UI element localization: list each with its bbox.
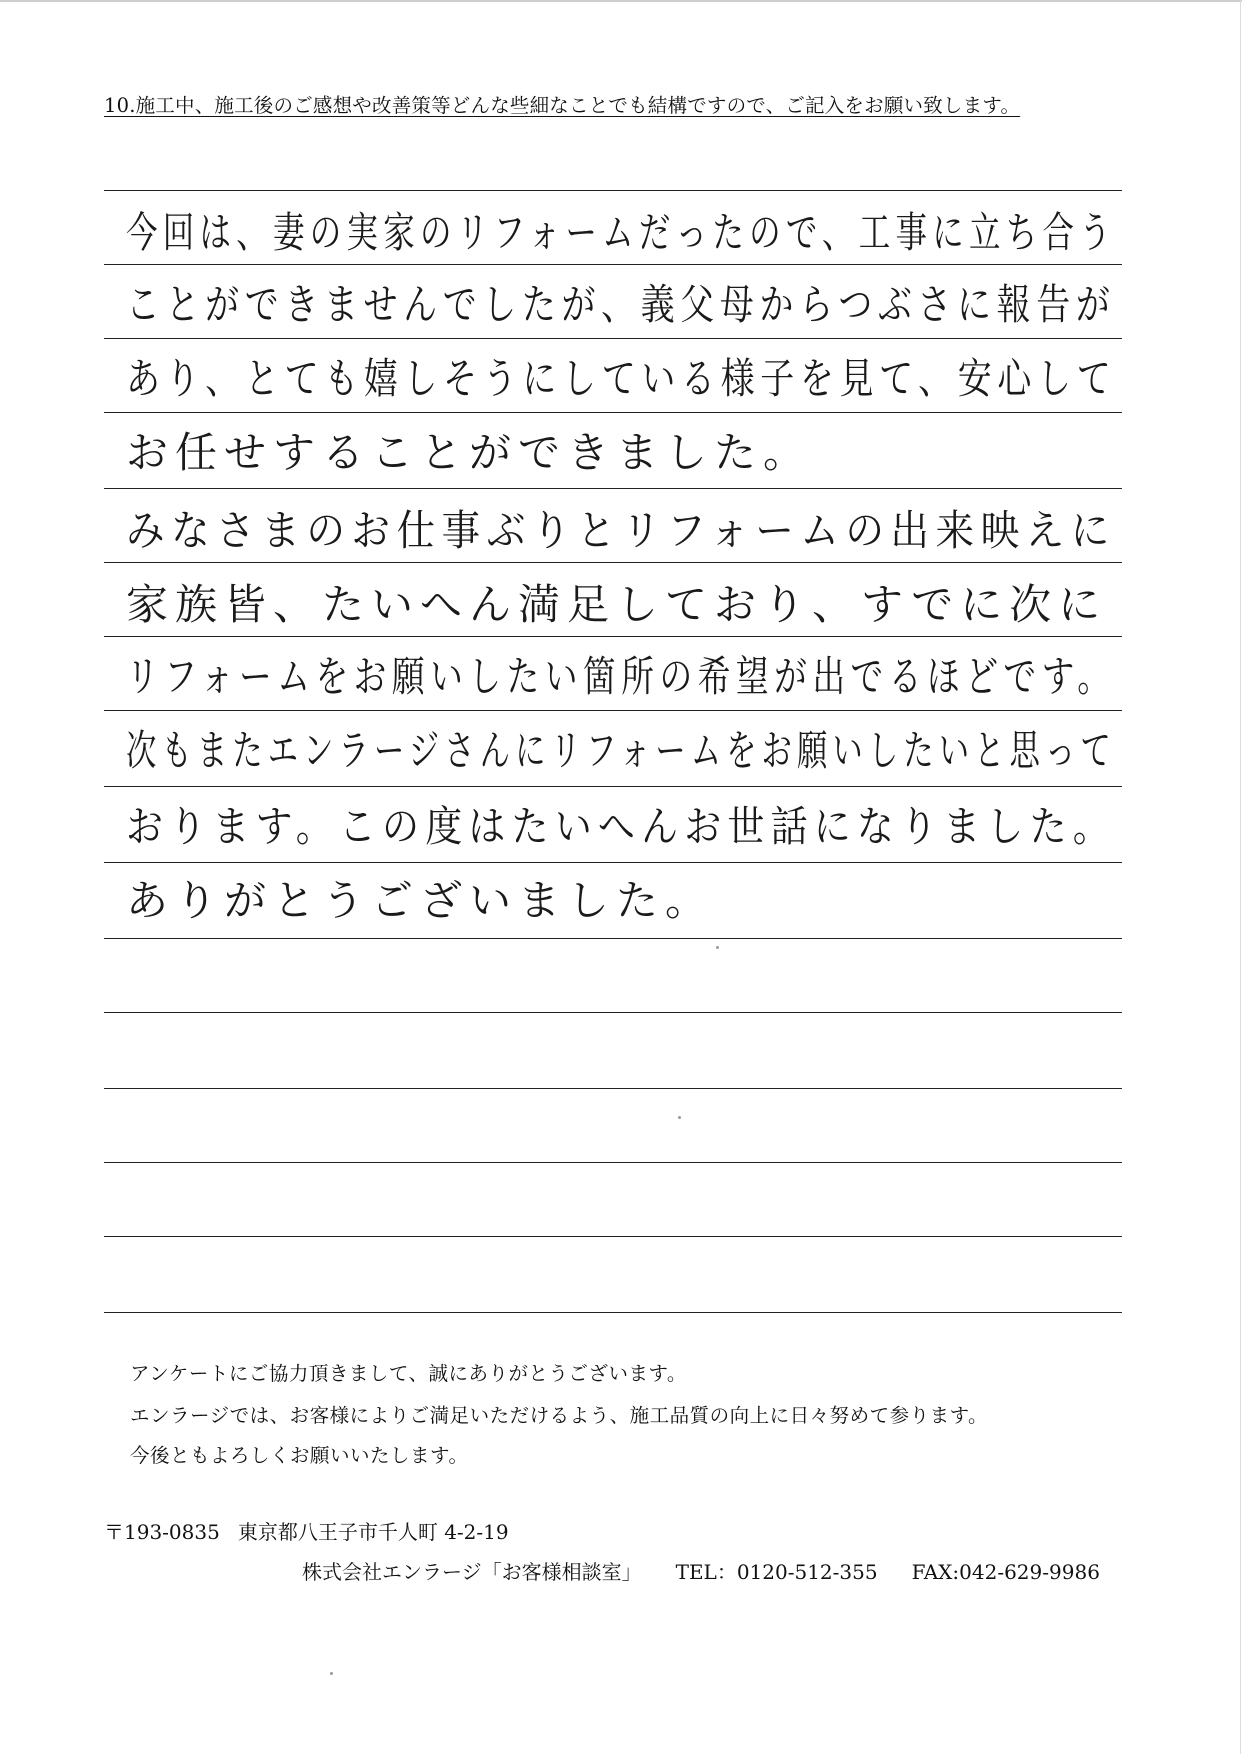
company-name: 株式会社エンラージ「お客様相談室」 (302, 1560, 642, 1584)
question-heading: 10.施工中、施工後のご感想や改善策等どんな些細なことでも結構ですので、ご記入をお願い致します。 (104, 94, 1021, 117)
ruled-line (104, 1236, 1122, 1237)
closing-commitment: エンラージでは、お客様によりご満足いただけるよう、施工品質の向上に日々努めて参ります。 (130, 1404, 989, 1427)
ruled-line (104, 338, 1122, 339)
scan-speck (678, 1116, 681, 1119)
ruled-line (104, 710, 1122, 711)
company-contact (302, 1556, 1100, 1585)
ruled-line (104, 938, 1122, 939)
ruled-line (104, 786, 1122, 787)
answer-line: リフォームをお願いしたい箇所の希望が出でるほどです。 (126, 652, 1116, 701)
company-address (104, 1516, 509, 1545)
answer-line: ことができませんでしたが、義父母からつぶさに報告が (126, 280, 1116, 329)
answer-line: あり、とても嬉しそうにしている様子を見て、安心して (126, 354, 1117, 403)
scan-speck (716, 946, 719, 949)
street-address: 東京都八王子市千人町 4-2-19 (237, 1520, 509, 1544)
answer-line: ありがとうございました。 (126, 876, 715, 925)
ruled-line (104, 190, 1122, 191)
ruled-line (104, 1088, 1122, 1089)
ruled-line (104, 264, 1122, 265)
ruled-line (104, 562, 1122, 563)
ruled-line (104, 412, 1122, 413)
answer-line: 次もまたエンラージさんにリフォームをお願いしたいと思って (126, 726, 1116, 775)
answer-line: 家族皆、たいへん満足しており、すでに次に (126, 580, 1108, 629)
answer-line: お任せすることができました。 (126, 428, 813, 477)
ruled-line (104, 1162, 1122, 1163)
closing-thanks: アンケートにご協力頂きまして、誠にありがとうございます。 (130, 1362, 687, 1385)
answer-line: おります。この度はたいへんお世話になりました。 (126, 802, 1116, 851)
closing-regards: 今後ともよろしくお願いいたします。 (130, 1444, 469, 1467)
ruled-line (104, 1012, 1122, 1013)
ruled-line (104, 636, 1122, 637)
fax-number: FAX:042-629-9986 (911, 1560, 1100, 1584)
postal-code: 〒193-0835 (104, 1520, 220, 1544)
answer-line: みなさまのお仕事ぶりとリフォームの出来映えに (126, 506, 1116, 555)
answer-line: 今回は、妻の実家のリフォームだったので、工事に立ち合う (126, 208, 1117, 257)
ruled-line (104, 1312, 1122, 1313)
scan-speck (330, 1672, 333, 1675)
ruled-line (104, 488, 1122, 489)
ruled-line (104, 862, 1122, 863)
tel-number: TEL：0120-512-355 (675, 1560, 878, 1584)
